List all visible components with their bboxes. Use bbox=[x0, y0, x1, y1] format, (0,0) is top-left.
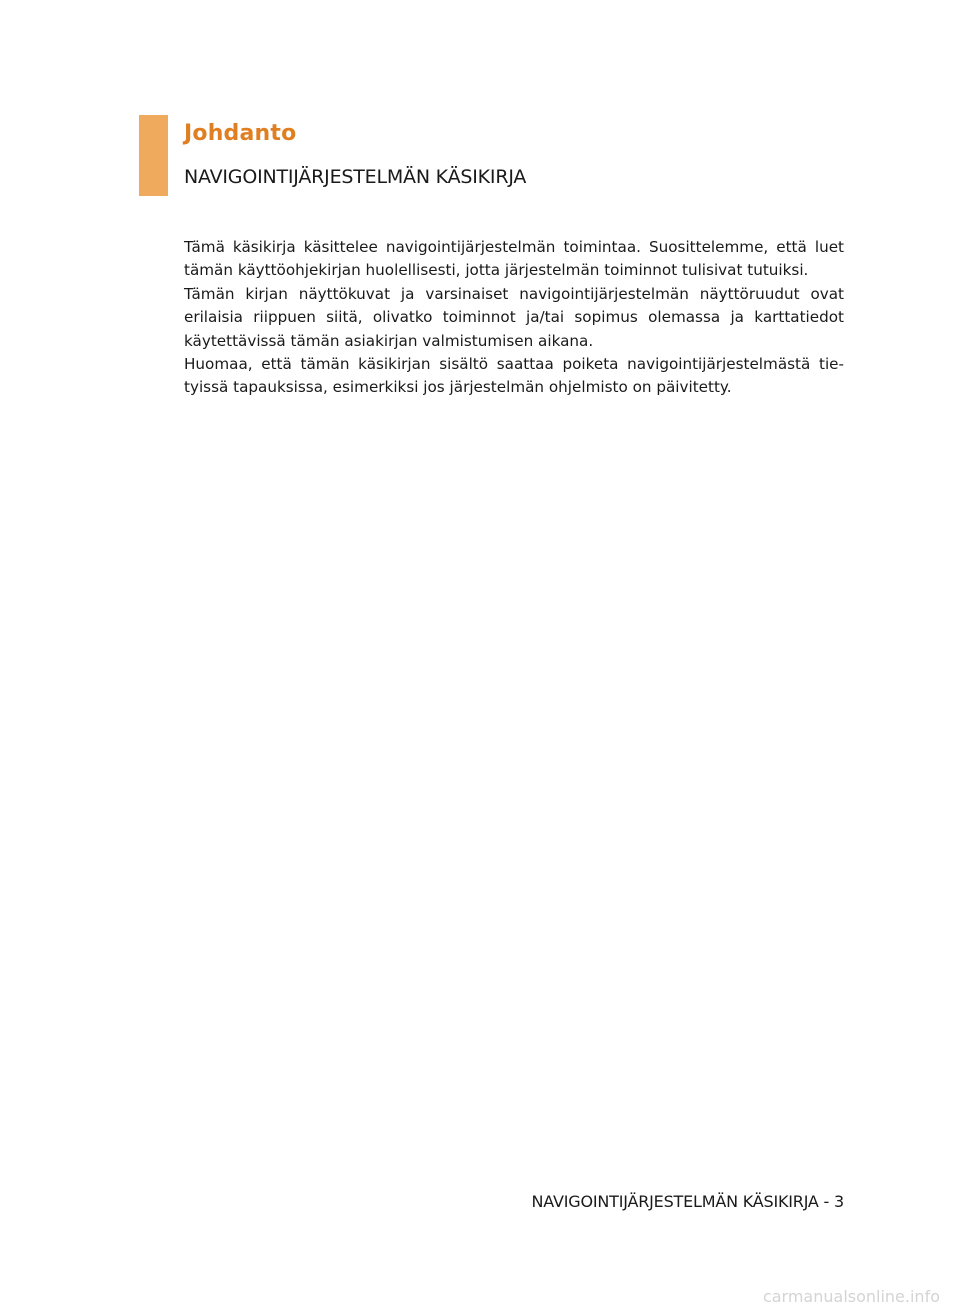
paragraph-note: Huomaa, että tämän käsikirjan sisältö saattaa poiketa navigointijärjestelmästä tietyissä tapauksissa, esimerkiksi jos järjestelmän ohjelmisto on päivitetty. bbox=[184, 355, 844, 397]
page-footer: NAVIGOINTIJÄRJESTELMÄN KÄSIKIRJA - 3 bbox=[531, 1192, 844, 1211]
paragraph-screenshots: Tämän kirjan näyttökuvat ja varsinaiset navigointijärjestelmän näyttöruudut ovat erilaisia riippuen siitä, olivatko toiminnot ja/tai sopimus olemassa ja karttatiedot käytettävissä tämän asiakirjan valmistumisen aikana. bbox=[184, 284, 844, 350]
section-title: Johdanto bbox=[184, 121, 297, 146]
body-text bbox=[184, 236, 844, 400]
watermark: carmanualsonline.info bbox=[762, 1287, 940, 1306]
section-subtitle: NAVIGOINTIJÄRJESTELMÄN KÄSIKIRJA bbox=[184, 166, 527, 188]
section-accent-bar bbox=[139, 115, 168, 196]
paragraph-intro: Tämä käsikirja käsittelee navigointijärjestelmän toimintaa. Suosittelemme, että luet tämän käyttöohjekirjan huolellisesti, jotta järjestelmän toiminnot tulisivat tutuiksi. bbox=[184, 238, 844, 280]
